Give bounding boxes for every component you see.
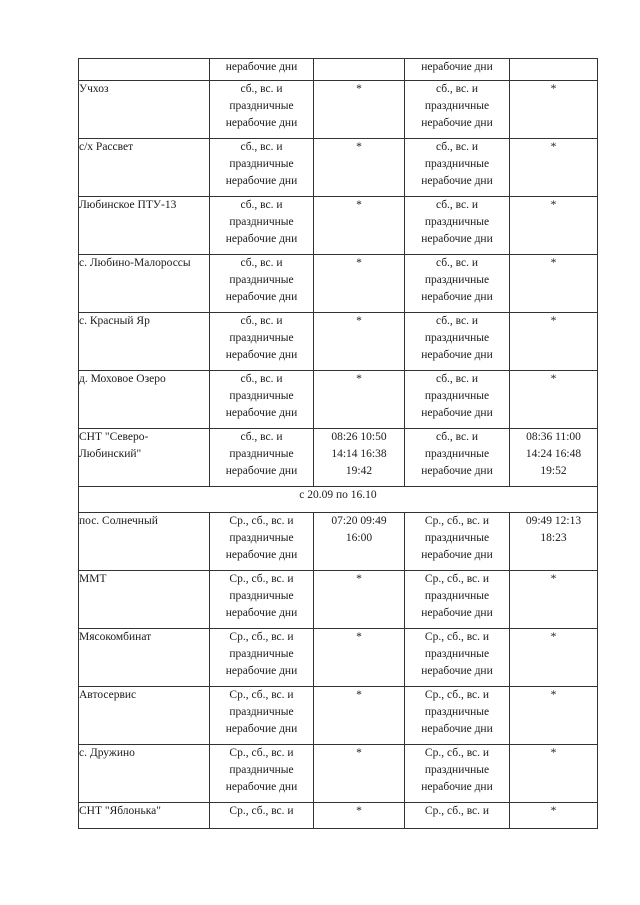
stop-name-cell: Мясокомбинат xyxy=(79,629,210,687)
cell-line: нерабочие дни xyxy=(421,665,493,677)
section-label: с 20.09 по 16.10 xyxy=(79,487,598,513)
cell-line: Ср., сб., вс. и xyxy=(424,631,490,643)
cell-line: сб., вс. и xyxy=(435,141,479,153)
cell-line: * xyxy=(356,199,362,211)
days-cell xyxy=(210,81,314,139)
cell-line: праздничные xyxy=(424,390,490,402)
stop-name-cell: СНТ "Яблонька" xyxy=(79,803,210,829)
days-cell xyxy=(405,197,510,255)
cell-line: 14:14 16:38 xyxy=(331,448,387,460)
cell-line: 19:52 xyxy=(540,465,567,477)
cell-line: нерабочие дни xyxy=(421,465,493,477)
cell-line: 16:00 xyxy=(345,532,373,544)
departure-times-cell xyxy=(510,255,598,313)
departure-times-cell xyxy=(510,139,598,197)
days-cell xyxy=(405,81,510,139)
cell-line: нерабочие дни xyxy=(421,61,493,73)
departure-times-cell xyxy=(510,803,598,829)
table-row xyxy=(79,629,598,687)
cell-line: нерабочие дни xyxy=(225,233,298,245)
cell-line: * xyxy=(356,747,362,759)
section-row xyxy=(79,487,598,513)
days-cell xyxy=(210,139,314,197)
cell-line: праздничные xyxy=(229,764,294,776)
cell-line: нерабочие дни xyxy=(225,723,298,735)
departure-times-cell xyxy=(510,571,598,629)
cell-line: * xyxy=(356,805,362,817)
cell-line: Ср., сб., вс. и xyxy=(229,747,294,759)
cell-line: сб., вс. и xyxy=(240,373,283,385)
days-cell xyxy=(210,803,314,829)
cell-line: праздничные xyxy=(424,158,490,170)
cell-line: нерабочие дни xyxy=(225,607,298,619)
departure-times-cell xyxy=(510,687,598,745)
cell-line: праздничные xyxy=(424,532,490,544)
cell-line: * xyxy=(550,373,557,385)
cell-line: сб., вс. и xyxy=(240,141,283,153)
cell-line: Ср., сб., вс. и xyxy=(424,805,490,817)
cell-line: Ср., сб., вс. и xyxy=(229,631,294,643)
days-cell xyxy=(405,313,510,371)
cell-line: нерабочие дни xyxy=(421,233,493,245)
cell-line: праздничные xyxy=(229,532,294,544)
cell-line: праздничные xyxy=(229,274,294,286)
stop-name-cell: с. Красный Яр xyxy=(79,313,210,371)
departure-times-cell xyxy=(510,513,598,571)
cell-line: сб., вс. и xyxy=(240,257,283,269)
cell-line: сб., вс. и xyxy=(435,257,479,269)
schedule-table xyxy=(78,58,598,829)
departure-times-cell xyxy=(314,81,405,139)
cell-line: нерабочие дни xyxy=(421,349,493,361)
departure-times-cell xyxy=(314,571,405,629)
cell-line: Ср., сб., вс. и xyxy=(229,689,294,701)
table-row xyxy=(79,571,598,629)
cell-line: Ср., сб., вс. и xyxy=(424,573,490,585)
cell-line: сб., вс. и xyxy=(240,431,283,443)
table-row xyxy=(79,139,598,197)
days-cell xyxy=(405,429,510,487)
cell-line: нерабочие дни xyxy=(421,607,493,619)
cell-line: праздничные xyxy=(229,390,294,402)
table-row xyxy=(79,513,598,571)
days-cell xyxy=(210,429,314,487)
days-cell xyxy=(210,59,314,81)
cell-line: * xyxy=(356,689,362,701)
stop-name-cell xyxy=(79,59,210,81)
departure-times-cell xyxy=(314,629,405,687)
cell-line: сб., вс. и xyxy=(240,315,283,327)
cell-line: нерабочие дни xyxy=(225,407,298,419)
cell-line: праздничные xyxy=(229,706,294,718)
departure-times-cell xyxy=(510,81,598,139)
cell-line: нерабочие дни xyxy=(225,665,298,677)
cell-line: Ср., сб., вс. и xyxy=(424,689,490,701)
cell-line: праздничные xyxy=(424,274,490,286)
table-row xyxy=(79,59,598,81)
cell-line: нерабочие дни xyxy=(421,549,493,561)
cell-line: * xyxy=(356,373,362,385)
departure-times-cell xyxy=(510,745,598,803)
cell-line: праздничные xyxy=(424,590,490,602)
cell-line: * xyxy=(356,257,362,269)
cell-line: * xyxy=(550,805,557,817)
departure-times-cell xyxy=(314,745,405,803)
departure-times-cell xyxy=(314,197,405,255)
days-cell xyxy=(405,139,510,197)
cell-line: сб., вс. и xyxy=(435,431,479,443)
cell-line: сб., вс. и xyxy=(435,315,479,327)
cell-line: * xyxy=(550,141,557,153)
days-cell xyxy=(210,571,314,629)
cell-line: праздничные xyxy=(229,158,294,170)
stop-name-cell: пос. Солнечный xyxy=(79,513,210,571)
cell-line: нерабочие дни xyxy=(225,291,298,303)
stop-name-cell: с. Любино-Малороссы xyxy=(79,255,210,313)
cell-line: нерабочие дни xyxy=(225,549,298,561)
days-cell xyxy=(405,513,510,571)
days-cell xyxy=(210,687,314,745)
cell-line: праздничные xyxy=(424,216,490,228)
table-row xyxy=(79,745,598,803)
cell-line: нерабочие дни xyxy=(421,291,493,303)
departure-times-cell xyxy=(510,197,598,255)
departure-times-cell xyxy=(314,59,405,81)
cell-line: 08:36 11:00 xyxy=(526,431,581,443)
days-cell xyxy=(405,687,510,745)
cell-line: праздничные xyxy=(424,648,490,660)
days-cell xyxy=(210,313,314,371)
departure-times-cell xyxy=(314,803,405,829)
cell-line: праздничные xyxy=(424,764,490,776)
cell-line: нерабочие дни xyxy=(421,723,493,735)
cell-line: * xyxy=(550,689,557,701)
departure-times-cell xyxy=(314,139,405,197)
cell-line: 14:24 16:48 xyxy=(525,448,582,460)
stop-name-cell: с/х Рассвет xyxy=(79,139,210,197)
stop-name-cell: с. Дружино xyxy=(79,745,210,803)
table-row xyxy=(79,313,598,371)
cell-line: * xyxy=(356,83,362,95)
cell-line: Ср., сб., вс. и xyxy=(229,573,294,585)
cell-line: * xyxy=(550,199,557,211)
table-row xyxy=(79,197,598,255)
cell-line: * xyxy=(356,573,362,585)
cell-line: * xyxy=(550,315,557,327)
departure-times-cell xyxy=(510,59,598,81)
schedule-body xyxy=(79,59,598,829)
table-row xyxy=(79,803,598,829)
cell-line: сб., вс. и xyxy=(435,199,479,211)
stop-name-cell: д. Моховое Озеро xyxy=(79,371,210,429)
cell-line: праздничные xyxy=(229,590,294,602)
cell-line: нерабочие дни xyxy=(225,61,298,73)
cell-line: 19:42 xyxy=(345,465,373,477)
stop-name-cell: ММТ xyxy=(79,571,210,629)
departure-times-cell xyxy=(510,429,598,487)
cell-line: 09:49 12:13 xyxy=(525,515,582,527)
departure-times-cell xyxy=(314,513,405,571)
departure-times-cell xyxy=(314,313,405,371)
cell-line: нерабочие дни xyxy=(225,349,298,361)
departure-times-cell xyxy=(510,371,598,429)
days-cell xyxy=(210,255,314,313)
cell-line: праздничные xyxy=(424,706,490,718)
cell-line: Ср., сб., вс. и xyxy=(229,515,294,527)
days-cell xyxy=(405,803,510,829)
stop-name-cell: Автосервис xyxy=(79,687,210,745)
cell-line: Ср., сб., вс. и xyxy=(424,747,490,759)
cell-line: праздничные xyxy=(229,648,294,660)
cell-line: * xyxy=(550,257,557,269)
cell-line: нерабочие дни xyxy=(421,117,493,129)
departure-times-cell xyxy=(510,629,598,687)
stop-name-cell: СНТ "Северо-Любинский" xyxy=(79,429,210,487)
cell-line: * xyxy=(550,747,557,759)
cell-line: праздничные xyxy=(229,332,294,344)
cell-line: Ср., сб., вс. и xyxy=(229,805,294,817)
days-cell xyxy=(405,629,510,687)
table-row xyxy=(79,687,598,745)
days-cell xyxy=(405,255,510,313)
table-row xyxy=(79,429,598,487)
cell-line: * xyxy=(550,83,557,95)
days-cell xyxy=(210,745,314,803)
cell-line: сб., вс. и xyxy=(435,83,479,95)
cell-line: праздничные xyxy=(229,448,294,460)
cell-line: праздничные xyxy=(424,448,490,460)
days-cell xyxy=(210,197,314,255)
cell-line: * xyxy=(356,631,362,643)
cell-line: * xyxy=(550,573,557,585)
cell-line: сб., вс. и xyxy=(435,373,479,385)
cell-line: нерабочие дни xyxy=(225,175,298,187)
cell-line: праздничные xyxy=(424,332,490,344)
days-cell xyxy=(210,629,314,687)
days-cell xyxy=(210,513,314,571)
cell-line: праздничные xyxy=(424,100,490,112)
days-cell xyxy=(405,571,510,629)
departure-times-cell xyxy=(314,255,405,313)
departure-times-cell xyxy=(314,687,405,745)
days-cell xyxy=(405,745,510,803)
cell-line: сб., вс. и xyxy=(240,83,283,95)
stop-name-cell: Учхоз xyxy=(79,81,210,139)
departure-times-cell xyxy=(314,429,405,487)
cell-line: нерабочие дни xyxy=(225,781,298,793)
cell-line: 08:26 10:50 xyxy=(331,431,387,443)
cell-line: нерабочие дни xyxy=(421,175,493,187)
departure-times-cell xyxy=(510,313,598,371)
cell-line: * xyxy=(356,141,362,153)
cell-line: нерабочие дни xyxy=(225,117,298,129)
cell-line: 07:20 09:49 xyxy=(331,515,387,527)
days-cell xyxy=(405,371,510,429)
cell-line: 18:23 xyxy=(540,532,567,544)
table-row xyxy=(79,81,598,139)
cell-line: * xyxy=(356,315,362,327)
cell-line: Ср., сб., вс. и xyxy=(424,515,490,527)
cell-line: нерабочие дни xyxy=(421,781,493,793)
departure-times-cell xyxy=(314,371,405,429)
cell-line: нерабочие дни xyxy=(421,407,493,419)
table-row xyxy=(79,371,598,429)
days-cell xyxy=(210,371,314,429)
cell-line: * xyxy=(550,631,557,643)
cell-line: сб., вс. и xyxy=(240,199,283,211)
stop-name-cell: Любинское ПТУ-13 xyxy=(79,197,210,255)
table-row xyxy=(79,255,598,313)
cell-line: праздничные xyxy=(229,216,294,228)
cell-line: нерабочие дни xyxy=(225,465,298,477)
days-cell xyxy=(405,59,510,81)
cell-line: праздничные xyxy=(229,100,294,112)
